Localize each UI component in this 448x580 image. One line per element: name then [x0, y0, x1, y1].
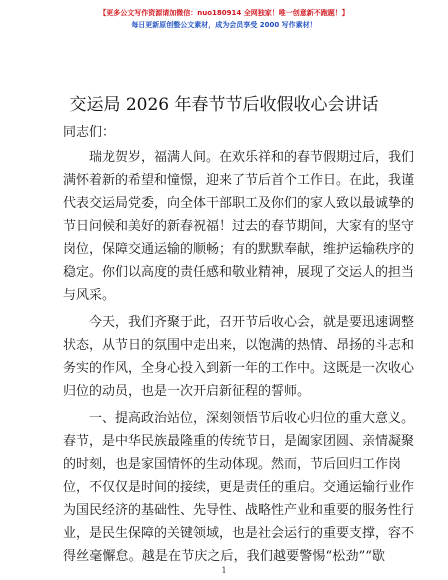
paragraph-line: 瑞龙贺岁，福满人间。在欢乐祥和的春节假期过后，我们	[89, 150, 415, 165]
salutation: 同志们：	[63, 125, 116, 140]
paragraph-line: 岗位，保障交通运输的顺畅；有的默默奉献，维护运输秩序的	[63, 242, 415, 257]
paragraph-line: 代表交运局党委，向全体干部职工及你们的家人致以最诚挚的	[63, 196, 415, 211]
paragraph-line: 节日问候和美好的新春祝福！过去的春节期间，大家有的坚守	[63, 219, 415, 234]
paragraph-line: 与风采。	[63, 288, 116, 303]
paragraph-line: 得丝毫懈怠。越是在节庆之后，我们越要警惕“松劲”“歇	[63, 549, 385, 564]
paragraph-line: 的时刻，也是家国情怀的生动体现。然而，节后回归工作岗	[63, 457, 402, 472]
paragraph-line: 状态，从节日的氛围中走出来，以饱满的热情、昂扬的斗志和	[63, 338, 415, 353]
section-heading: 一、提高政治站位，深刻领悟节后收心归位的重大意义。	[89, 411, 415, 426]
paragraph-line: 稳定。你们以高度的责任感和敬业精神，展现了交运人的担当	[63, 265, 415, 280]
promo-banner-line-2: 每日更新原创整公文素材，成为会员享受 2000 写作素材！	[131, 21, 317, 29]
paragraph-line: 春节，是中华民族最隆重的传统节日，是阖家团圆、亲情凝聚	[63, 434, 415, 449]
promo-banner-line-1: 【更多公文写作资源请加微信：nuo180914 全网独家！唯一创意新不跑题！】	[99, 9, 349, 17]
paragraph-line: 位，不仅仅是时间的接续，更是责任的重启。交通运输行业作	[63, 480, 415, 495]
paragraph-line: 业，是民生保障的关键领域，也是社会运行的重要支撑，容不	[63, 526, 415, 541]
paragraph-line: 今天，我们齐聚于此，召开节后收心会，就是要迅速调整	[89, 315, 415, 330]
paragraph-line: 为国民经济的基础性、先导性、战略性产业和重要的服务性行	[63, 503, 415, 518]
paragraph-line: 满怀着新的希望和憧憬，迎来了节后首个工作日。在此，我谨	[63, 173, 415, 188]
page-number: 1	[221, 566, 227, 575]
paragraph-line: 务实的作风，全身心投入到新一年的工作中。这既是一次收心	[63, 361, 415, 376]
paragraph-line: 归位的动员，也是一次开启新征程的誓师。	[63, 384, 311, 399]
document-title: 交运局 2026 年春节节后收假收心会讲话	[69, 95, 379, 115]
